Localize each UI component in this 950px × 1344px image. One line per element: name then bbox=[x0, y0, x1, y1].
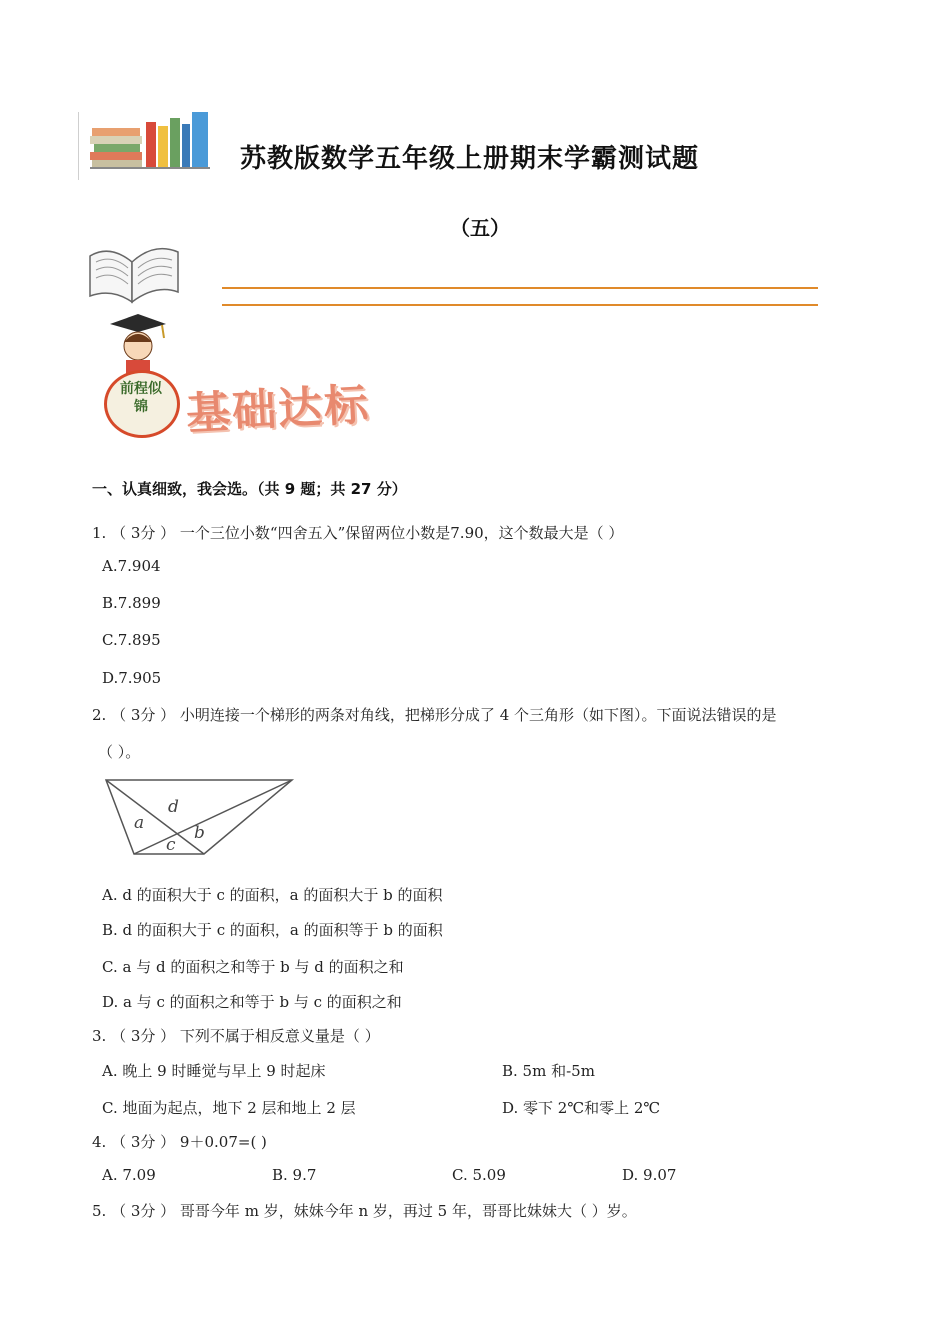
question-4-option-b[interactable]: B. 9.7 bbox=[272, 1166, 317, 1184]
question-3-option-c[interactable]: C. 地面为起点，地下 2 层和地上 2 层 bbox=[102, 1099, 356, 1117]
question-3-stem: 3. （ 3分 ） 下列不属于相反意义量是（ ） bbox=[92, 1027, 380, 1045]
question-2-option-c[interactable]: C. a 与 d 的面积之和等于 b 与 d 的面积之和 bbox=[102, 958, 404, 976]
question-4-option-d[interactable]: D. 9.07 bbox=[622, 1166, 677, 1184]
orange-rule-top bbox=[222, 287, 818, 289]
question-2-option-b[interactable]: B. d 的面积大于 c 的面积，a 的面积等于 b 的面积 bbox=[102, 921, 443, 939]
question-4-stem: 4. （ 3分 ） 9＋0.07=( ) bbox=[92, 1133, 267, 1151]
figure-label-b: b bbox=[194, 823, 205, 843]
question-3-option-a[interactable]: A. 晚上 9 时睡觉与早上 9 时起床 bbox=[102, 1062, 326, 1080]
question-2-option-a[interactable]: A. d 的面积大于 c 的面积，a 的面积大于 b 的面积 bbox=[102, 886, 443, 904]
diagonal-2 bbox=[134, 780, 292, 854]
question-2-option-d[interactable]: D. a 与 c 的面积之和等于 b 与 c 的面积之和 bbox=[102, 993, 402, 1011]
books-icon bbox=[88, 108, 214, 172]
question-1-option-b[interactable]: B.7.899 bbox=[102, 594, 161, 612]
question-3-option-d[interactable]: D. 零下 2℃和零上 2℃ bbox=[502, 1099, 661, 1117]
student-icon bbox=[106, 312, 170, 376]
question-1-stem: 1. （ 3分 ） 一个三位小数“四舍五入”保留两位小数是7.90，这个数最大是（ ） bbox=[92, 524, 624, 542]
question-3-option-b[interactable]: B. 5m 和-5m bbox=[502, 1062, 595, 1080]
header-divider bbox=[78, 112, 79, 180]
page-title: 苏教版数学五年级上册期末学霸测试题 bbox=[240, 144, 700, 174]
orange-rule-bottom bbox=[222, 304, 818, 306]
open-book-icon bbox=[84, 236, 184, 308]
question-1-option-a[interactable]: A.7.904 bbox=[102, 557, 161, 575]
question-2-stem-continued: （ ）。 bbox=[98, 743, 141, 761]
badge-text: 前程似锦 bbox=[120, 381, 162, 415]
question-4-option-c[interactable]: C. 5.09 bbox=[452, 1166, 506, 1184]
page-subtitle: （五） bbox=[450, 216, 510, 240]
section-heading: 一、认真细致，我会选。（共 9 题；共 27 分） bbox=[92, 480, 407, 498]
trapezoid-figure bbox=[104, 776, 296, 860]
figure-label-a: a bbox=[134, 813, 145, 833]
question-1-option-c[interactable]: C.7.895 bbox=[102, 631, 161, 649]
figure-label-d: d bbox=[168, 797, 179, 817]
figure-label-c: c bbox=[166, 835, 176, 855]
question-1-option-d[interactable]: D.7.905 bbox=[102, 669, 162, 687]
banner-title: 基础达标 bbox=[184, 379, 372, 440]
question-4-option-a[interactable]: A. 7.09 bbox=[102, 1166, 156, 1184]
question-5-stem: 5. （ 3分 ） 哥哥今年 m 岁，妹妹今年 n 岁，再过 5 年，哥哥比妹妹大（ ）岁。 bbox=[92, 1202, 637, 1220]
book-spine bbox=[92, 128, 140, 136]
question-2-stem: 2. （ 3分 ） 小明连接一个梯形的两条对角线，把梯形分成了 4 个三角形（如下图）。下面说法错误的是 bbox=[92, 706, 777, 724]
